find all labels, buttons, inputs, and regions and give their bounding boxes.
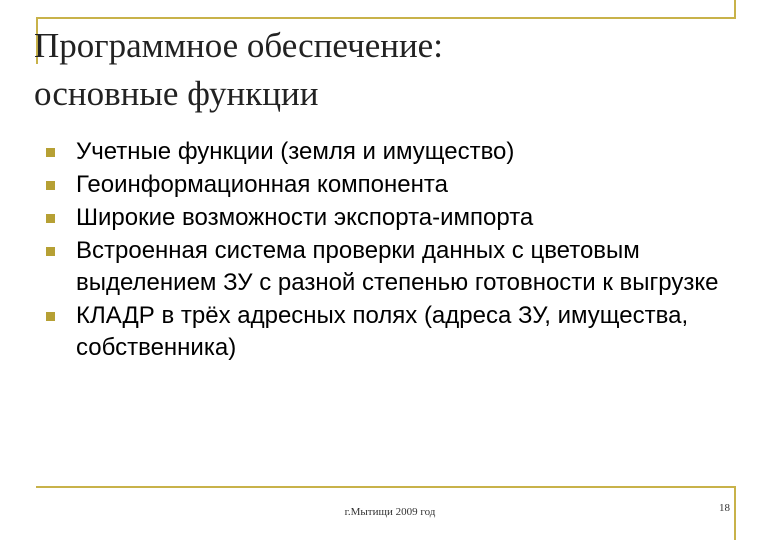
bullet-item xyxy=(44,169,734,201)
bullet-item xyxy=(44,202,734,234)
square-bullet-icon xyxy=(46,148,55,157)
page-number: 18 xyxy=(719,502,730,514)
slide-title-line-1: Программное обеспечение: xyxy=(34,26,443,65)
bullet-list xyxy=(44,136,734,365)
slide-title-line-2: основные функции xyxy=(34,74,319,113)
bullet-text: Широкие возможности экспорта-импорта xyxy=(76,204,534,231)
slide-title xyxy=(34,22,724,118)
square-bullet-icon xyxy=(46,247,55,256)
bullet-text: КЛАДР в трёх адресных полях (адреса ЗУ, имущества, собственника) xyxy=(76,302,689,361)
bullet-item xyxy=(44,136,734,168)
bullet-text: Учетные функции (земля и имущество) xyxy=(76,138,515,165)
bullet-text: Геоинформационная компонента xyxy=(76,171,448,198)
square-bullet-icon xyxy=(46,312,55,321)
decorative-top-line xyxy=(36,17,736,19)
decorative-top-right-line xyxy=(734,0,736,19)
decorative-bottom-line xyxy=(36,486,736,488)
bullet-item xyxy=(44,300,734,364)
decorative-bottom-right-line xyxy=(734,486,736,540)
bullet-item xyxy=(44,235,734,299)
square-bullet-icon xyxy=(46,181,55,190)
bullet-text: Встроенная система проверки данных с цветовым выделением ЗУ с разной степенью готовности к выгрузке xyxy=(76,237,719,296)
footer-text: г.Мытищи 2009 год xyxy=(344,506,436,518)
square-bullet-icon xyxy=(46,214,55,223)
